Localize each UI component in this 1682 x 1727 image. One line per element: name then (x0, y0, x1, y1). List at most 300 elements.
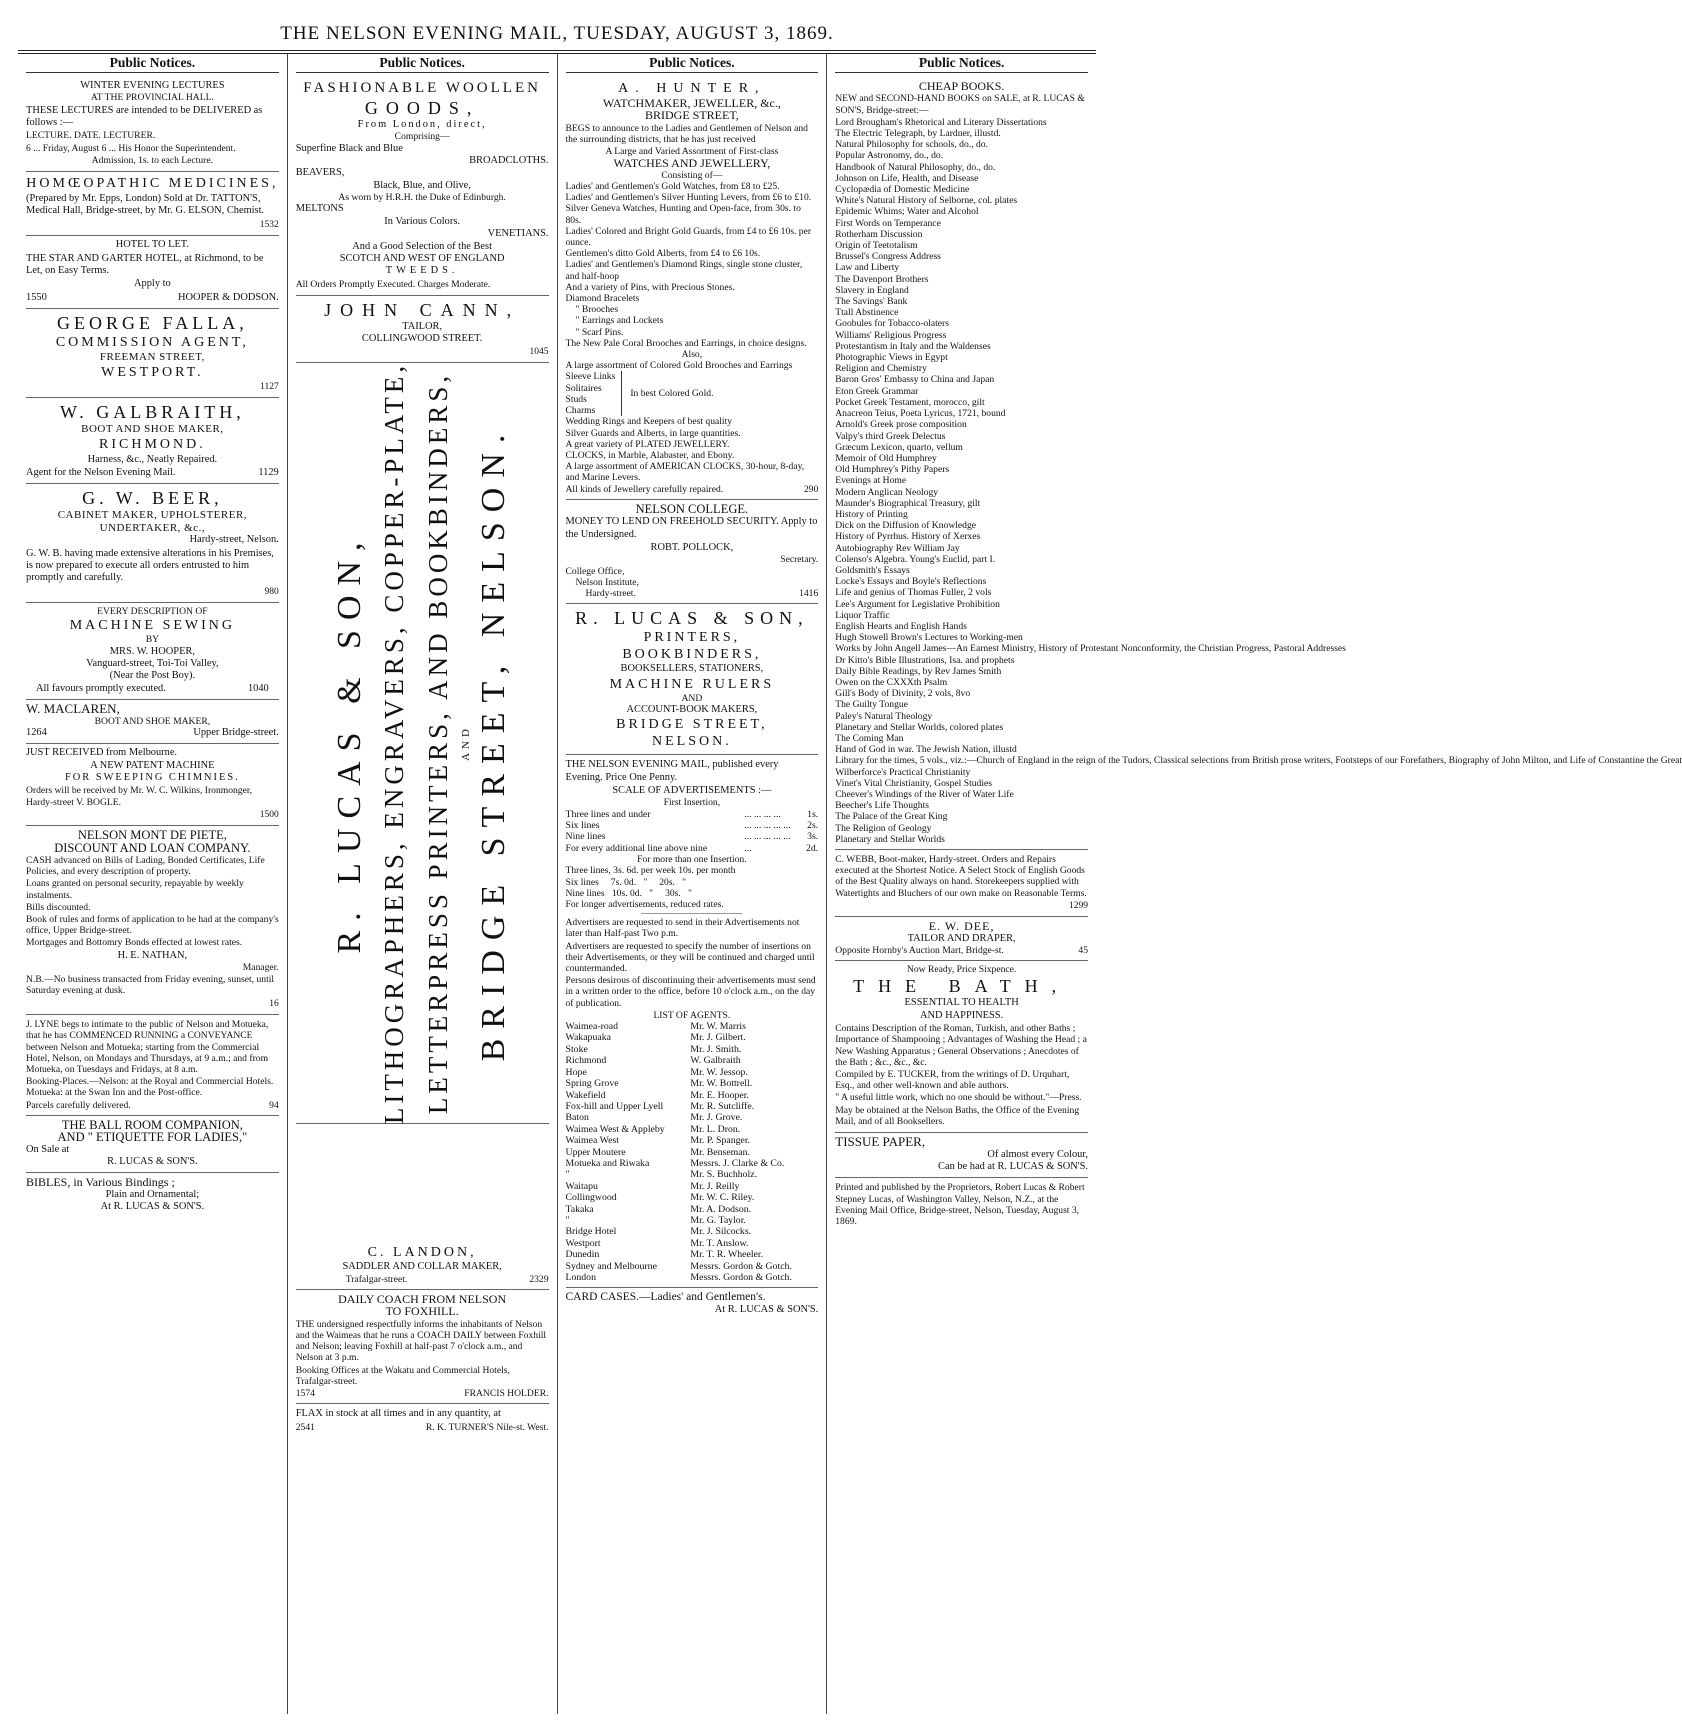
ad-address2: Nelson Institute, (575, 576, 639, 588)
ad-role2: UNDERTAKER, &c., (99, 521, 206, 534)
ad-title: MACHINE SEWING (69, 618, 235, 634)
ballroom-ad (26, 1116, 279, 1174)
ad-ref: 290 (803, 483, 819, 495)
list-item: Solitaires (565, 382, 602, 394)
list-item: Cheever's Windings of the River of Water Life (835, 789, 1014, 800)
book-list (835, 116, 1682, 845)
ad-footer (296, 1274, 549, 1285)
ad-row: 6 ... Friday, August 6 ... His Honor the Superintendent. (26, 142, 236, 154)
ad-places: Booking-Places.—Nelson: at the Royal and Commercial Hotels. Motueka: at the Swan Inn and the Post-office. (26, 1076, 274, 1099)
galbraith-ad (26, 398, 279, 484)
list-item: Pocket Greek Testament, morocco, gilt (835, 396, 985, 408)
table-cell: Mr. R. Sutcliffe. (690, 1100, 755, 1112)
ad-address: Vanguard-street, Toi-Toi Valley, (86, 657, 219, 669)
ad-name: JOHN CANN, (324, 300, 521, 321)
table-cell: " (565, 1214, 570, 1226)
ad-title: NELSON COLLEGE. (635, 501, 749, 516)
ad-sub: ESSENTIAL TO HEALTH (904, 997, 1019, 1009)
homoeopathic-ad (26, 172, 279, 236)
table-cell: Westport (565, 1237, 601, 1249)
ad-line: And a Good Selection of the Best (352, 240, 492, 252)
ad-title: CHEAP BOOKS. (918, 79, 1005, 93)
ad-line: VENETIANS. (487, 228, 549, 240)
list-item: Silver Geneva Watches, Hunting and Open-face, from 30s. to 80s. (565, 203, 801, 226)
list-item: Owen on the CXXXth Psalm (835, 676, 948, 688)
list-item: CLOCKS, in Marble, Alabaster, and Ebony. (565, 449, 735, 461)
table-cell: ... (744, 842, 752, 854)
list-item: History of Pyrrhus. History of Xerxes (835, 531, 981, 543)
list-item: Brussel's Congress Address (835, 251, 941, 263)
ad-title: TISSUE PAPER, (835, 1134, 926, 1150)
ad-address: BRIDGE STREET, (644, 108, 739, 123)
table-cell: Messrs. Gordon & Gotch. (690, 1272, 792, 1283)
ad-role1: PRINTERS, (643, 630, 741, 646)
ad-sale: On Sale at (26, 1143, 70, 1155)
ad-name: W. GALBRAITH, (59, 402, 245, 423)
ad-title: DAILY COACH FROM NELSON (338, 1291, 507, 1306)
list-item: Law and Liberty (835, 262, 900, 274)
imprint (835, 1178, 1088, 1232)
table-cell: Bridge Hotel (565, 1226, 617, 1238)
ad-role: SADDLER AND COLLAR MAKER, (342, 1261, 502, 1273)
ad-line2: A NEW PATENT MACHINE (90, 759, 215, 771)
ad-body: G. W. B. having made extensive alterations in his Premises, is now prepared to execute all orders entrusted to him promptly and carefully. (26, 547, 274, 584)
table-cell: Wakapuaka (565, 1032, 611, 1044)
ad-ready: Now Ready, Price Sixpence. (906, 964, 1017, 976)
table-row (566, 1044, 819, 1055)
ad-seller: At R. LUCAS & SON'S. (714, 1303, 819, 1315)
landon-ad (296, 1124, 549, 1290)
ad-comprising: Comprising— (394, 131, 450, 143)
list-item: Planetary and Stellar Worlds, colored plates (835, 721, 1004, 733)
table-row (566, 1169, 819, 1180)
table-cell: Richmond (565, 1055, 607, 1067)
ad-body: C. WEBB, Boot-maker, Hardy-street. Orders and Repairs executed at the Shortest Notice. A Select Stock of English Goods of the Best Quality always on hand. Storekeepers supplied with Watertights and Bluchers of our own make on Reasonable Terms. (835, 854, 1087, 899)
ad-more: For more than one Insertion. (637, 854, 747, 866)
table-cell: Mr. E. Hooper. (690, 1089, 749, 1101)
ad-name: E. W. DEE, (928, 919, 995, 934)
table-cell: Mr. L. Dron. (690, 1123, 741, 1135)
ad-sign: H. E. NATHAN, (117, 949, 188, 961)
list-item: Gill's Body of Divinity, 2 vols, 8vo (835, 688, 971, 700)
ad-quote: " A useful little work, which no one should be without."—Press. (835, 1092, 1082, 1104)
table-cell: ... ... ... ... ... (744, 831, 791, 843)
ad-town: WESTPORT. (101, 364, 204, 380)
ad-title: NELSON MONT DE PIETE, (77, 828, 227, 843)
table-row (566, 1181, 819, 1192)
list-item: Beecher's Life Thoughts (835, 800, 929, 812)
agents-title: LIST OF AGENTS. (653, 1009, 731, 1021)
ad-footer (26, 727, 279, 739)
table-row (566, 1226, 819, 1237)
woollen-ad (296, 77, 549, 296)
ad-address2: (Near the Post Boy). (109, 670, 196, 682)
table-cell: " (565, 1169, 570, 1181)
table-cell: Waimea West (565, 1135, 619, 1147)
imprint-text: Printed and published by the Proprietors, Robert Lucas & Robert Stepney Lucas, of Washington Valley, Nelson, N.Z., at the Evening Mail Office, Bridge-street, Nelson, Tuesday, August 3, 1869. (835, 1182, 1085, 1227)
ad-seller: R. LUCAS & SON'S. (107, 1155, 198, 1167)
list-item: Photographic Views in Egypt (835, 352, 948, 364)
ad-name: C. LANDON, (367, 1245, 477, 1261)
table-cell: Mr. A. Dodson. (690, 1203, 752, 1215)
maclaren-ad (26, 700, 279, 744)
table-row (566, 831, 819, 842)
table-cell: Mr. P. Spanger. (690, 1135, 751, 1147)
ad-title: HOTEL TO LET. (115, 239, 189, 251)
vertical-line-2: LITHOGRAPHERS, ENGRAVERS, COPPER-PLATE, (379, 362, 410, 1125)
table-row (566, 1124, 819, 1135)
table-row (566, 1249, 819, 1260)
list-item: Memoir of Old Humphrey (835, 452, 937, 464)
list-item: Maunder's Biographical Treasury, gilt (835, 497, 981, 509)
ad-ref: 1045 (529, 346, 549, 357)
ad-town: NELSON. (652, 734, 732, 750)
column-1 (18, 54, 288, 1714)
table-cell: Mr. W. Bottrell. (690, 1078, 753, 1090)
list-item: Life and genius of Thomas Fuller, 2 vols (835, 587, 992, 599)
ad-footer (26, 292, 279, 304)
list-item: Charms (565, 405, 596, 417)
ad-address: COLLINGWOOD STREET. (361, 333, 483, 345)
list-item: Cyclopædia of Domestic Medicine (835, 184, 970, 196)
list-item: Studs (565, 393, 587, 405)
college-ad (566, 500, 819, 604)
ad-title: THE BALL ROOM COMPANION, (61, 1117, 243, 1132)
list-item: Popular Astronomy, do., do. (835, 150, 944, 162)
bath-ad (835, 961, 1088, 1133)
list-item: Ladies' and Gentlemen's Silver Hunting Levers, from £6 to £10. (565, 192, 812, 204)
ad-ref: 1040 (247, 682, 269, 694)
list-item: The Guilty Tongue (835, 699, 908, 711)
table-row (566, 809, 819, 820)
list-item: The Palace of the Great King (835, 811, 948, 823)
ad-ref: 1500 (259, 809, 279, 820)
beer-ad (26, 484, 279, 603)
ad-body: Harness, &c., Neatly Repaired. (87, 453, 218, 465)
ad-body: THE STAR AND GARTER HOTEL, at Richmond, to be Let, on Easy Terms. (26, 252, 264, 277)
table-cell: 3s. (807, 831, 819, 843)
list-item: Anacreon Teius, Poeta Lyricus, 1721, bound (835, 408, 1006, 420)
chimney-machine-ad (26, 744, 279, 826)
list-item: Vinet's Vital Christianity, Gospel Studies (835, 777, 992, 789)
list-item: And a variety of Pins, with Precious Stones. (565, 281, 735, 293)
ad-line: SCOTCH AND WEST OF ENGLAND (339, 253, 505, 265)
vertical-text-block (328, 362, 516, 1124)
list-item: The Davenport Brothers (835, 273, 929, 285)
ad-body2: A Large and Varied Assortment of First-class (605, 146, 779, 158)
list-item: Old Humphrey's Pithy Papers (835, 464, 950, 476)
list-item: Goldsmith's Essays (835, 564, 910, 576)
list-item: Religion and Chemistry (835, 363, 927, 375)
table-row (566, 1135, 819, 1146)
column-2 (288, 54, 558, 1714)
ad-line: All Orders Promptly Executed. Charges Moderate. (295, 278, 491, 290)
list-item: Baron Gros' Embassy to China and Japan (835, 374, 995, 386)
ad-role4: MACHINE RULERS (609, 676, 775, 692)
ad-ref: 2541 (295, 1421, 315, 1433)
mont-de-piete-ad (26, 826, 279, 1015)
table-cell: ... ... ... ... ... (744, 820, 791, 831)
ad-role: COMMISSION AGENT, (55, 335, 249, 351)
list-item: A large assortment of AMERICAN CLOCKS, 30-hour, 8-day, and Marine Levers. (565, 461, 805, 484)
ad-title2: GOODS, (364, 98, 480, 118)
table-cell: Mr. J. Smith. (690, 1043, 742, 1055)
list-item: The Electric Telegraph, by Lardner, illustd. (835, 128, 1001, 140)
ad-title2: DISCOUNT AND LOAN COMPANY. (54, 840, 251, 855)
gold-group (566, 371, 819, 416)
ad-body: J. LYNE begs to intimate to the public of Nelson and Motueka, that he has COMMENCED RUNNING a CONVEYANCE between Nelson and Motueka; starting from the Commercial Hotel, Nelson, on Mondays and Thursdays, at 9 a.m.; and from Motueka, on Tuesdays and Fridays, at 8 a.m. (26, 1019, 269, 1075)
ad-address: Opposite Hornby's Auction Mart, Bridge-st. (835, 945, 1004, 957)
table-cell: Mr. J. Silcocks. (690, 1226, 752, 1238)
vertical-line-3: LETTERPRESS PRINTERS, AND BOOKBINDERS, (423, 372, 454, 1115)
ad-first: First Insertion, (663, 797, 721, 809)
ad-address: Upper Bridge-street. (193, 726, 279, 738)
table-cell: 2s. (807, 820, 819, 831)
list-item: The Coming Man (835, 732, 904, 744)
table-row (566, 1067, 819, 1078)
table-cell: 1s. (807, 808, 819, 820)
lucas-vertical-ad (296, 363, 549, 1124)
ad-intro: THE NELSON EVENING MAIL, published every Evening. Price One Penny. (565, 759, 779, 783)
gold-note: In best Colored Gold. (630, 388, 714, 400)
ad-by: BY (145, 634, 160, 646)
table-row (566, 1032, 819, 1043)
list-item: Hand of God in war. The Jewish Nation, illustd (835, 744, 1017, 756)
table-cell: Sydney and Melbourne (565, 1260, 657, 1272)
ad-also: Also, (681, 349, 703, 361)
list-item: Wedding Rings and Keepers of best quality (565, 416, 733, 428)
table-cell: Motueka and Riwaka (565, 1157, 650, 1169)
list-item: Handbook of Natural Philosophy, do., do. (835, 161, 996, 173)
ad-role: Secretary. (780, 554, 819, 566)
table-cell: ... ... ... ... (744, 808, 781, 820)
ad-sign: FRANCIS HOLDER. (464, 1387, 549, 1399)
table-cell: Mr. J. Grove. (690, 1112, 743, 1124)
list-item: Williams' Religious Progress (835, 329, 947, 341)
ad-body: THE undersigned respectfully informs the inhabitants of Nelson and the Waimeas that he runs a COACH DAILY between Foxhill and Nelson; leaving Foxhill at half-past 7 o'clock a.m., and Nelson at 3 p.m. (295, 1318, 547, 1364)
list-item: Daily Bible Readings, by Rev James Smith (835, 665, 1002, 677)
ad-name: G. W. BEER, (82, 488, 223, 509)
list-item: Epidemic Whims; Water and Alcohol (835, 206, 979, 218)
ad-name: MRS. W. HOOPER, (109, 645, 195, 657)
table-row (566, 1101, 819, 1112)
table-row (566, 1215, 819, 1226)
ad-footer (566, 484, 819, 495)
list-item: Ttall Abstinence (835, 307, 899, 319)
ad-body: CARD CASES.—Ladies' and Gentlemen's. (565, 1291, 766, 1304)
list-item: English Hearts and English Hands (835, 620, 967, 632)
list-item: Lee's Argument for Legislative Prohibition (835, 598, 1000, 610)
hotel-ad (26, 236, 279, 309)
ad-longer: For longer advertisements, reduced rates. (565, 899, 724, 911)
ad-body: Orders will be received by Mr. W. C. Wilkins, Ironmonger, Hardy-street V. BOGLE. (26, 785, 253, 808)
table-cell: Takaka (565, 1203, 594, 1215)
column-heading: Public Notices. (26, 54, 279, 73)
table-cell: Dunedin (565, 1249, 600, 1261)
list-item: Planetary and Stellar Worlds (835, 833, 945, 845)
ad-line: BROADCLOTHS. (469, 155, 549, 167)
ad-town: RICHMOND. (99, 436, 206, 452)
list-item: Dr Kitto's Bible Illustrations, Isa. and prophets (835, 654, 1015, 666)
ad-scale: SCALE OF ADVERTISEMENTS :— (612, 784, 772, 796)
list-item: Eton Greek Grammar (835, 385, 919, 397)
ad-sub2: AND HAPPINESS. (920, 1009, 1004, 1021)
ad-ref: 1299 (1069, 900, 1088, 911)
ad-address: BRIDGE STREET, (616, 717, 768, 733)
ad-title2: TO FOXHILL. (385, 1304, 459, 1319)
list-item: The Religion of Geology (835, 822, 932, 834)
table-cell: Mr. W. Marris (690, 1021, 746, 1033)
divider (641, 913, 742, 914)
ad-ref: 1574 (295, 1387, 315, 1399)
ad-ref: 16 (269, 998, 279, 1009)
table-cell: Waimea West & Appleby (565, 1123, 665, 1135)
ad-head: WATCHES AND JEWELLERY, (613, 156, 771, 171)
ad-body4: Book of rules and forms of application to be had at the company's office, Upper Bridge-street. (26, 914, 279, 937)
ad-body1: CASH advanced on Bills of Lading, Bonded Certificates, Life Policies, and every description of property. (26, 855, 265, 878)
table-cell: W. Galbraith (690, 1055, 741, 1067)
ad-role: BOOT AND SHOE MAKER, (94, 715, 211, 727)
ad-footer (26, 1100, 279, 1111)
list-item: The Savings' Bank (835, 296, 908, 308)
ad-name: GEORGE FALLA, (57, 313, 248, 334)
list-item: Goobules for Tobacco-olaters (835, 318, 949, 330)
table-row (566, 1112, 819, 1123)
ad-ref: 94 (269, 1099, 279, 1111)
ad-body: Of almost every Colour, (987, 1148, 1088, 1160)
table-cell: Messrs. Gordon & Gotch. (690, 1260, 792, 1272)
ad-p2: Advertisers are requested to specify the number of insertions on their Advertisements, or they will be continued and charged until countermanded. (565, 940, 815, 975)
ad-role: BOOT AND SHOE MAKER, (81, 423, 224, 436)
ad-role2: BOOKBINDERS, (622, 647, 762, 663)
column-heading: Public Notices. (566, 54, 819, 73)
list-item: Lord Brougham's Rhetorical and Literary Dissertations (835, 116, 1047, 128)
ad-ref: 1532 (259, 219, 279, 230)
ad-footer (296, 1388, 549, 1399)
table-row (566, 1078, 819, 1089)
tissue-ad (835, 1133, 1088, 1178)
ad-role: TAILOR AND DRAPER, (907, 932, 1016, 944)
ad-footer (26, 683, 279, 695)
list-item: Origin of Teetotalism (835, 240, 918, 252)
vertical-line-1: R. LUCAS & SON, (331, 532, 369, 954)
ad-body2: Booking Offices at the Wakatu and Commercial Hotels, Trafalgar-street. (295, 1364, 510, 1387)
lucas-printers-ad (566, 604, 819, 755)
list-item: Johnson on Life, Health, and Disease (835, 172, 979, 184)
ad-ref: 1129 (258, 466, 279, 478)
ad-footer (26, 467, 279, 479)
gold-items (566, 371, 623, 416)
table-cell: Baton (565, 1112, 589, 1124)
list-item: " Brooches (575, 304, 619, 316)
list-item: " Earrings and Lockets (575, 315, 664, 327)
ad-rates2-0: Three lines, 3s. 6d. per week 10s. per month (565, 865, 736, 877)
ad-body5: Mortgages and Bottomry Bonds effected at lowest rates. (26, 937, 243, 949)
ad-body: FLAX in stock at all times and in any quantity, at (295, 1408, 501, 1420)
ad-footer (835, 945, 1088, 956)
ad-rates2-2: Nine lines 10s. 0d. " 30s. " (565, 887, 692, 899)
ad-line: TWEEDS. (385, 265, 459, 277)
list-item: Liquor Traffic (835, 609, 890, 621)
list-item: Paley's Natural Theology (835, 710, 933, 722)
list-item: Dick on the Diffusion of Knowledge (835, 520, 977, 532)
list-item: Works by John Angell James—An Earnest Ministry, History of Protestant Nonconformity, the Christian Progress, Pastoral Addresses (835, 643, 1346, 655)
list-item: Ladies' and Gentlemen's Diamond Rings, single stone cluster, and half-hoop (565, 259, 803, 282)
list-item: All kinds of Jewellery carefully repaired. (565, 483, 724, 495)
list-item: Rotherham Discussion (835, 228, 923, 240)
ad-body: All favours promptly executed. (36, 682, 166, 694)
table-row (566, 1055, 819, 1066)
table-cell: Three lines and under (565, 808, 651, 820)
list-item: Locke's Essays and Boyle's Reflections (835, 576, 987, 588)
table-cell: London (565, 1272, 596, 1283)
table-row (566, 820, 819, 831)
ad-footer (566, 588, 819, 599)
table-row (566, 1090, 819, 1101)
ad-body: THESE LECTURES are intended to be DELIVERED as follows :— (26, 104, 263, 129)
ad-name: A. HUNTER, (618, 81, 766, 96)
ad-ref: 980 (264, 586, 279, 597)
table-cell: Wakefield (565, 1089, 606, 1101)
table-cell: Mr. Benseman. (690, 1146, 750, 1158)
list-item: Modern Anglican Neology (835, 486, 939, 498)
ad-line1: JUST RECEIVED from Melbourne. (26, 747, 178, 759)
ad-title: THE BATH, (853, 976, 1071, 997)
table-cell: 2d. (806, 842, 819, 854)
ad-p3: Persons desirous of discontinuing their advertisements must send in a written order to the office, before 10 o'clock a.m., on the day of publication. (565, 975, 816, 1009)
ad-seller: R. K. TURNER'S Nile-st. West. (425, 1421, 549, 1433)
list-item: Ladies' and Gentlemen's Gold Watches, from £8 to £25. (565, 181, 780, 193)
ad-name: ROBT. POLLOCK, (650, 541, 734, 553)
ad-table-head: LECTURE. DATE. LECTURER. (26, 130, 156, 142)
table-row (566, 1192, 819, 1203)
ad-role: CABINET MAKER, UPHOLSTERER, (57, 509, 248, 522)
ad-role5: ACCOUNT-BOOK MAKERS, (626, 703, 758, 715)
hunter-items (566, 181, 819, 349)
ad-agent: HOOPER & DODSON. (178, 291, 279, 303)
table-cell: Hope (565, 1066, 587, 1078)
ad-ref: 2329 (529, 1273, 549, 1285)
vertical-and: AND (460, 725, 473, 762)
cheap-books-ad (835, 77, 1682, 850)
list-item: History of Printing (835, 508, 908, 520)
webb-ad (835, 850, 1088, 917)
ad-ref: 45 (1078, 945, 1088, 957)
list-item: First Words on Temperance (835, 217, 941, 229)
list-item: Wilberforce's Practical Christianity (835, 766, 971, 778)
list-item: Slavery in England (835, 284, 909, 296)
ad-line: Superfine Black and Blue (295, 142, 403, 154)
masthead: THE NELSON EVENING MAIL, TUESDAY, AUGUST 3, 1869. (280, 23, 834, 44)
list-item: Library for the times, 5 vols., viz.:—Church of England in the reign of the Tudors, Classical selections from British prose writers, Footsteps of our Forefathers, Biography of John Milton, and Life of Constantine the Great (835, 755, 1682, 767)
table-cell: Messrs. J. Clarke & Co. (690, 1157, 785, 1169)
ad-compiled: Compiled by E. TUCKER, from the writings of D. Urquhart, Esq., and other well-known and able authors. (835, 1069, 1070, 1092)
ad-line: MELTONS (295, 203, 344, 215)
list-item: Græcum Lexicon, quarto, vellum (835, 441, 963, 453)
ad-ref: 1550 (26, 291, 47, 303)
ad-name: R. LUCAS & SON, (575, 608, 809, 629)
table-cell: Waitapu (565, 1180, 598, 1192)
ad-line: As worn by H.R.H. the Duke of Edinburgh. (338, 192, 506, 204)
table-row (566, 1021, 819, 1032)
flax-ad (296, 1404, 549, 1437)
column-heading: Public Notices. (835, 54, 1088, 73)
ad-nb: N.B.—No business transacted from Friday evening, sunset, until Saturday evening at dusk. (26, 974, 275, 997)
table-cell: Fox-hill and Upper Lyell (565, 1100, 664, 1112)
table-cell: Mr. J. Reilly (690, 1180, 740, 1192)
table-cell: Mr. G. Taylor. (690, 1214, 746, 1226)
ad-sub: Plain and Ornamental; (105, 1188, 200, 1200)
